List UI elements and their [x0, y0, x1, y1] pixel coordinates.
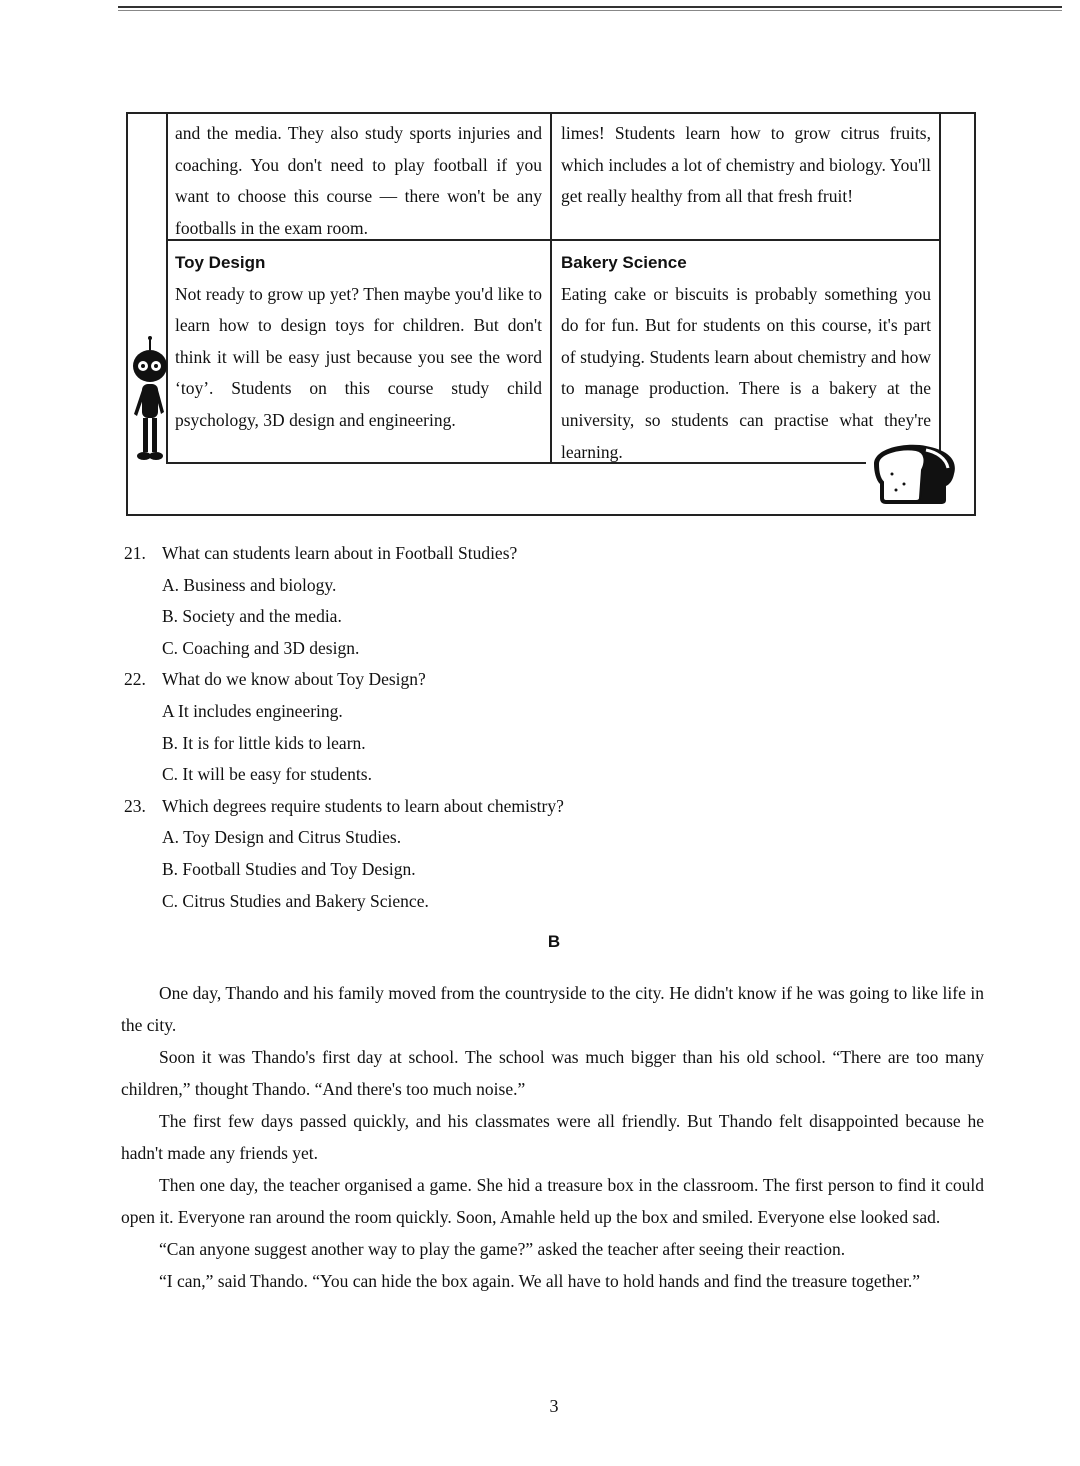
toy-design-text: Not ready to grow up yet? Then maybe you'd like to learn how to design toys for children. But don't think it will be easy just because you see the word ‘toy’. Students on this course study child psychology, 3D design and engineering.	[175, 283, 542, 430]
option-23c: C. Citrus Studies and Bakery Science.	[162, 890, 429, 911]
header-rule	[118, 6, 1062, 8]
passage-paragraph: One day, Thando and his family moved from the countryside to the city. He didn't know if he was going to like life in the city.	[121, 983, 984, 1035]
passage-paragraph: “Can anyone suggest another way to play the game?” asked the teacher after seeing their reaction.	[159, 1239, 846, 1259]
robot-icon	[128, 336, 168, 466]
option-21b: B. Society and the media.	[162, 606, 342, 627]
section-label: B	[547, 932, 561, 951]
question-number: 22.	[124, 669, 146, 690]
question-text: What can students learn about in Football Studies?	[162, 543, 518, 563]
option-21c: C. Coaching and 3D design.	[162, 637, 360, 658]
bread-icon	[866, 440, 962, 506]
question-text: Which degrees require students to learn about chemistry?	[162, 795, 564, 816]
question-number: 23.	[124, 795, 146, 816]
bakery-science-cell	[552, 241, 939, 462]
football-studies-text: and the media. They also study sports injuries and coaching. You don't need to play football if you want to choose this course — there won't be any footballs in the exam room.	[175, 123, 542, 238]
toy-design-title: Toy Design	[175, 253, 266, 272]
option-22a: A It includes engineering.	[162, 700, 343, 721]
passage-paragraph: Soon it was Thando's first day at school. The school was much bigger than his old school. “There are too many children,” thought Thando. “And there's too much noise.”	[121, 1047, 984, 1099]
question-number: 21.	[124, 543, 146, 563]
table-right-border	[939, 112, 941, 464]
bakery-science-text: Eating cake or biscuits is probably something you do for fun. But for students on this course, it's part of studying. Students learn about chemistry and how to manage production. There is a bakery at the university, so students can practise what they're learning.	[561, 283, 931, 462]
course-table	[166, 112, 941, 464]
question-23	[124, 791, 984, 823]
option-22b: B. It is for little kids to learn.	[162, 732, 366, 753]
option-23b: B. Football Studies and Toy Design.	[162, 858, 416, 879]
citrus-studies-text: limes! Students learn how to grow citrus fruits, which includes a lot of chemistry and biology. You'll get really healthy from all that fresh fruit!	[561, 123, 931, 207]
toy-design-cell	[166, 241, 550, 462]
question-22	[124, 664, 984, 696]
option-23a: A. Toy Design and Citrus Studies.	[162, 827, 402, 848]
passage-paragraph: The first few days passed quickly, and his classmates were all friendly. But Thando felt disappointed because he hadn't made any friends yet.	[121, 1111, 984, 1163]
option-21a: A. Business and biology.	[162, 574, 337, 595]
football-studies-cell	[166, 112, 550, 239]
page-number: 3	[549, 1396, 559, 1416]
questions	[124, 538, 984, 917]
bakery-science-title: Bakery Science	[561, 253, 687, 272]
citrus-studies-cell	[552, 112, 939, 239]
passage-paragraph: Then one day, the teacher organised a game. She hid a treasure box in the classroom. The first person to find it could open it. Everyone ran around the room quickly. Soon, Amahle held up the box and smiled. Everyone else looked sad.	[121, 1175, 984, 1227]
question-21	[124, 538, 984, 570]
option-22c: C. It will be easy for students.	[162, 764, 372, 785]
question-text: What do we know about Toy Design?	[162, 669, 426, 690]
passage-paragraph: “I can,” said Thando. “You can hide the box again. We all have to hold hands and find the treasure together.”	[159, 1271, 921, 1291]
reading-passage	[121, 977, 984, 1297]
header-rule-thin	[118, 10, 1062, 11]
